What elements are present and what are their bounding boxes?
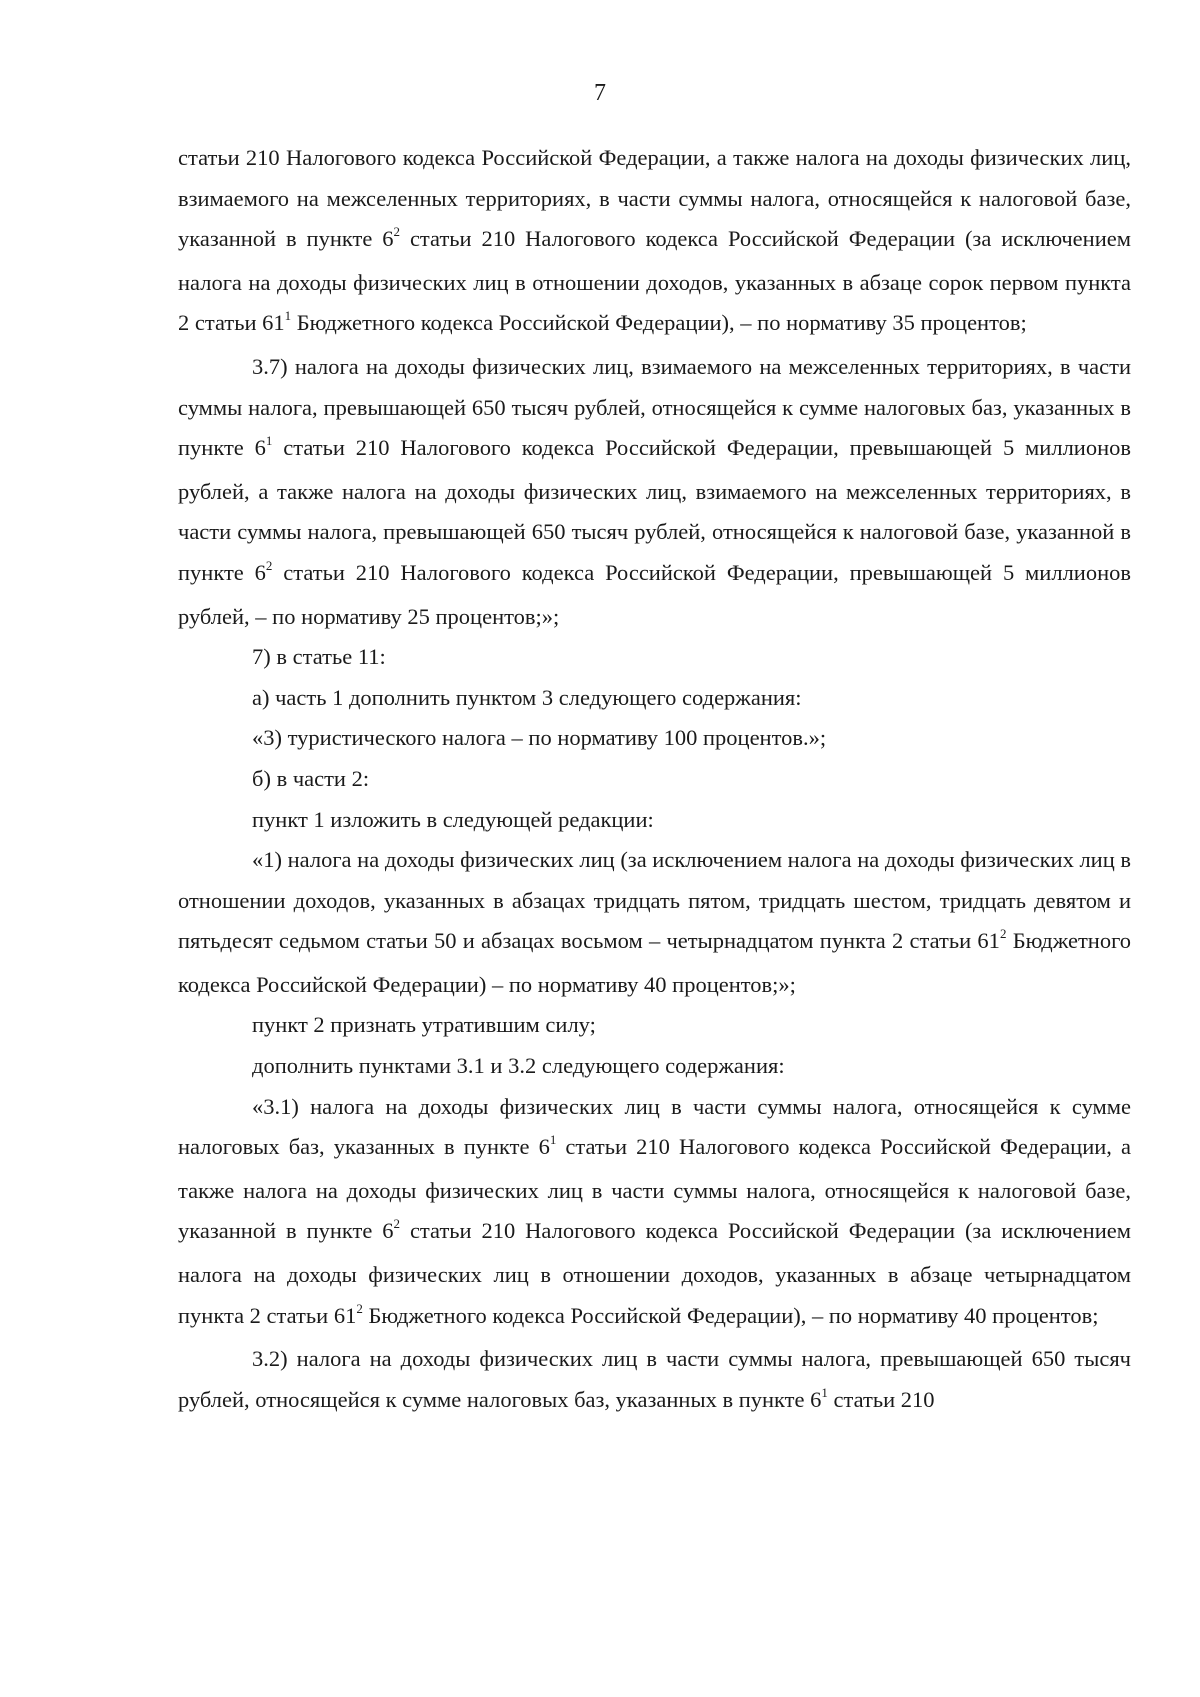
paragraph (178, 637, 1131, 678)
superscript: 2 (393, 1216, 401, 1232)
page-number: 7 (594, 80, 606, 106)
paragraph-text: «3.1) налога на доходы физических лиц в части суммы налога, относящейся к сумме налоговых баз, указанных в пункте 6 (178, 1093, 1131, 1160)
paragraph (178, 840, 1131, 1005)
paragraph-text: статьи 210 Налогового кодекса Российской Федерации, а также налога на доходы физических лиц, взимаемого на межселенных территориях, в части суммы налога, относящейся к налоговой базе, указанной в пункте 6 (178, 145, 1131, 252)
paragraph (178, 678, 1131, 719)
paragraph (178, 1339, 1131, 1423)
paragraph-text: «1) налога на доходы физических лиц (за исключением налога на доходы физических лиц в отношении доходов, указанных в абзацах тридцать пятом, тридцать шестом, тридцать девятом и пятьдесят седьмом статьи 50 и абзацах восьмом – четырнадцатом пункта 2 статьи 61 (178, 847, 1132, 954)
paragraph-text: статьи 210 Налогового кодекса Российской Федерации (за исключением налога на доходы физических лиц в отношении доходов, указанных в абзаце сорок первом пункта 2 статьи 61 (178, 226, 1131, 336)
paragraph-text: Бюджетного кодекса Российской Федерации), – по нормативу 35 процентов; (291, 310, 1027, 336)
superscript: 2 (999, 926, 1007, 942)
superscript: 2 (265, 557, 273, 573)
paragraph (178, 759, 1131, 800)
paragraph-text: статьи 210 (827, 1386, 935, 1412)
paragraph-text: статьи 210 Налогового кодекса Российской Федерации, а также налога на доходы физических лиц в части суммы налога, относящейся к налоговой базе, указанной в пункте 6 (178, 1134, 1131, 1244)
paragraph-text: б) в части 2: (252, 765, 370, 791)
paragraph-text: дополнить пунктами 3.1 и 3.2 следующего содержания: (252, 1053, 785, 1079)
paragraph (178, 347, 1131, 637)
paragraph-text: статьи 210 Налогового кодекса Российской Федерации, превышающей 5 миллионов рублей, а также налога на доходы физических лиц, взимаемого на межселенных территориях, в части суммы налога, превышающей 650 тысяч рублей, относящейся к налоговой базе, указанной в пункте 6 (178, 435, 1132, 585)
paragraph (178, 800, 1131, 841)
superscript: 1 (549, 1132, 557, 1148)
superscript: 1 (284, 308, 292, 324)
paragraph (178, 1005, 1131, 1046)
paragraph-text: пункт 1 изложить в следующей редакции: (252, 806, 654, 832)
paragraph-text: статьи 210 Налогового кодекса Российской Федерации, превышающей 5 миллионов рублей, – по нормативу 25 процентов;»; (178, 559, 1132, 629)
paragraph-text: 3.2) налога на доходы физических лиц в части суммы налога, превышающей 650 тысяч рублей, относящейся к сумме налоговых баз, указанных в пункте 6 (178, 1346, 1131, 1412)
paragraph-text: статьи 210 Налогового кодекса Российской Федерации (за исключением налога на доходы физических лиц в отношении доходов, указанных в абзаце четырнадцатом пункта 2 статьи 61 (178, 1218, 1131, 1328)
paragraph-text: 3.7) налога на доходы физических лиц, взимаемого на межселенных территориях, в части суммы налога, превышающей 650 тысяч рублей, относящейся к сумме налоговых баз, указанных в пункте 6 (178, 353, 1131, 461)
paragraph (178, 1046, 1131, 1087)
superscript: 1 (821, 1384, 828, 1400)
paragraph (178, 718, 1131, 759)
superscript: 2 (393, 224, 401, 240)
document-body (178, 138, 1131, 1423)
paragraph (178, 1087, 1131, 1340)
paragraph-text: Бюджетного кодекса Российской Федерации) – по нормативу 40 процентов;»; (178, 928, 1132, 997)
paragraph-text: Бюджетного кодекса Российской Федерации), – по нормативу 40 процентов; (362, 1302, 1099, 1328)
paragraph-text: а) часть 1 дополнить пунктом 3 следующего содержания: (252, 684, 802, 710)
superscript: 1 (265, 433, 273, 449)
paragraph-text: пункт 2 признать утратившим силу; (252, 1012, 596, 1038)
superscript: 2 (356, 1300, 363, 1316)
paragraph-text: 7) в статье 11: (252, 644, 386, 670)
paragraph (178, 138, 1131, 347)
paragraph-text: «3) туристического налога – по нормативу 100 процентов.»; (252, 725, 827, 751)
